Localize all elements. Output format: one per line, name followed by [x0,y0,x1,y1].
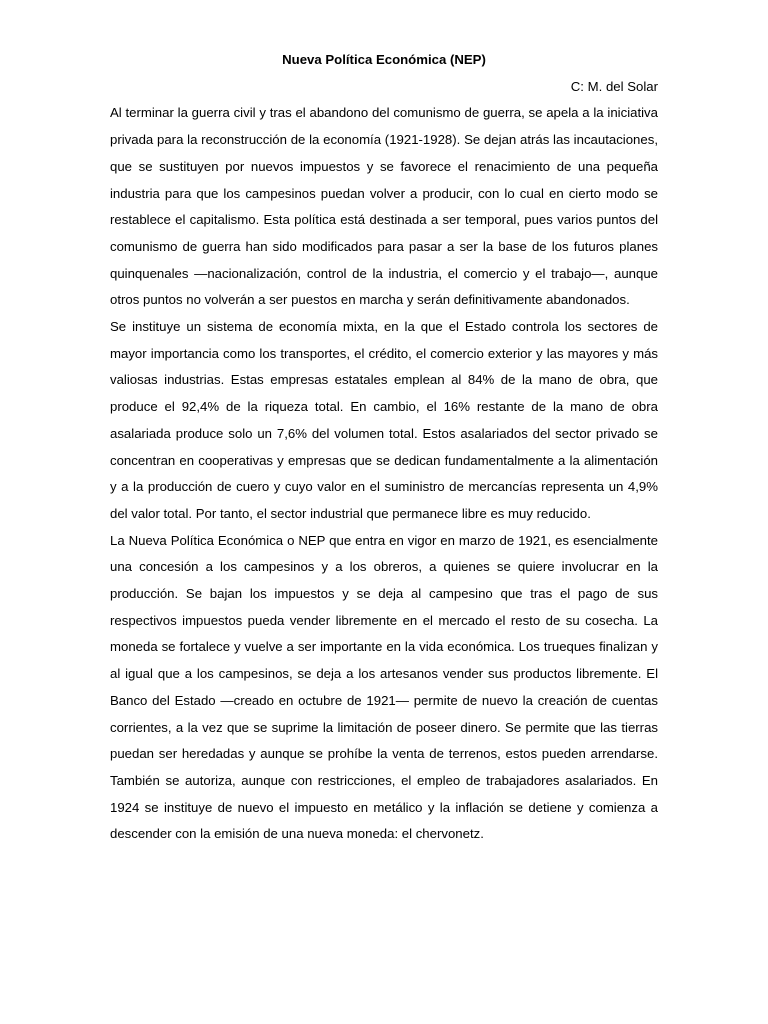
document-page [110,47,658,848]
document-title: Nueva Política Económica (NEP) [282,52,486,67]
paragraph-1: Al terminar la guerra civil y tras el abandono del comunismo de guerra, se apela a la iniciativa privada para la reconstrucción de la economía (1921-1928). Se dejan atrás las incautaciones, que se sustituyen por nuevos impuestos y se favorece el renacimiento de una pequeña industria para que los campesinos puedan volver a producir, con lo cual en cierto modo se restablece el capitalismo. Esta política está destinada a ser temporal, pues varios puntos del comunismo de guerra han sido modificados para pasar a ser la base de los futuros planes quinquenales —nacionalización, control de la industria, el comercio y el trabajo—, aunque otros puntos no volverán a ser puestos en marcha y serán definitivamente abandonados. [110,105,658,308]
paragraph-2: Se instituye un sistema de economía mixta, en la que el Estado controla los sectores de mayor importancia como los transportes, el crédito, el comercio exterior y las mayores y más valiosas industrias. Estas empresas estatales emplean al 84% de la mano de obra, que produce el 92,4% de la riqueza total. En cambio, el 16% restante de la mano de obra asalariada produce solo un 7,6% del volumen total. Estos asalariados del sector privado se concentran en cooperativas y empresas que se dedican fundamentalmente a la alimentación y a la producción de cuero y cuyo valor en el suministro de mercancías representa un 4,9% del valor total. Por tanto, el sector industrial que permanece libre es muy reducido. [110,319,658,521]
document-author: C: M. del Solar [570,78,658,94]
paragraph-3: La Nueva Política Económica o NEP que entra en vigor en marzo de 1921, es esencialmente una concesión a los campesinos y a los obreros, a quienes se quiere involucrar en la producción. Se bajan los impuestos y se deja al campesino que tras el pago de sus respectivos impuestos pueda vender libremente en el mercado el resto de su cosecha. La moneda se fortalece y vuelve a ser importante en la vida económica. Los trueques finalizan y al igual que a los campesinos, se deja a los artesanos vender sus productos libremente. El Banco del Estado —creado en octubre de 1921— permite de nuevo la creación de cuentas corrientes, a la vez que se suprime la limitación de poseer dinero. Se permite que las tierras puedan ser heredadas y aunque se prohíbe la venta de terrenos, estos pueden arrendarse. También se autoriza, aunque con restricciones, el empleo de trabajadores asalariados. En 1924 se instituye de nuevo el impuesto en metálico y la inflación se detiene y comienza a descender con la emisión de una nueva moneda: el chervonetz. [110,532,658,842]
